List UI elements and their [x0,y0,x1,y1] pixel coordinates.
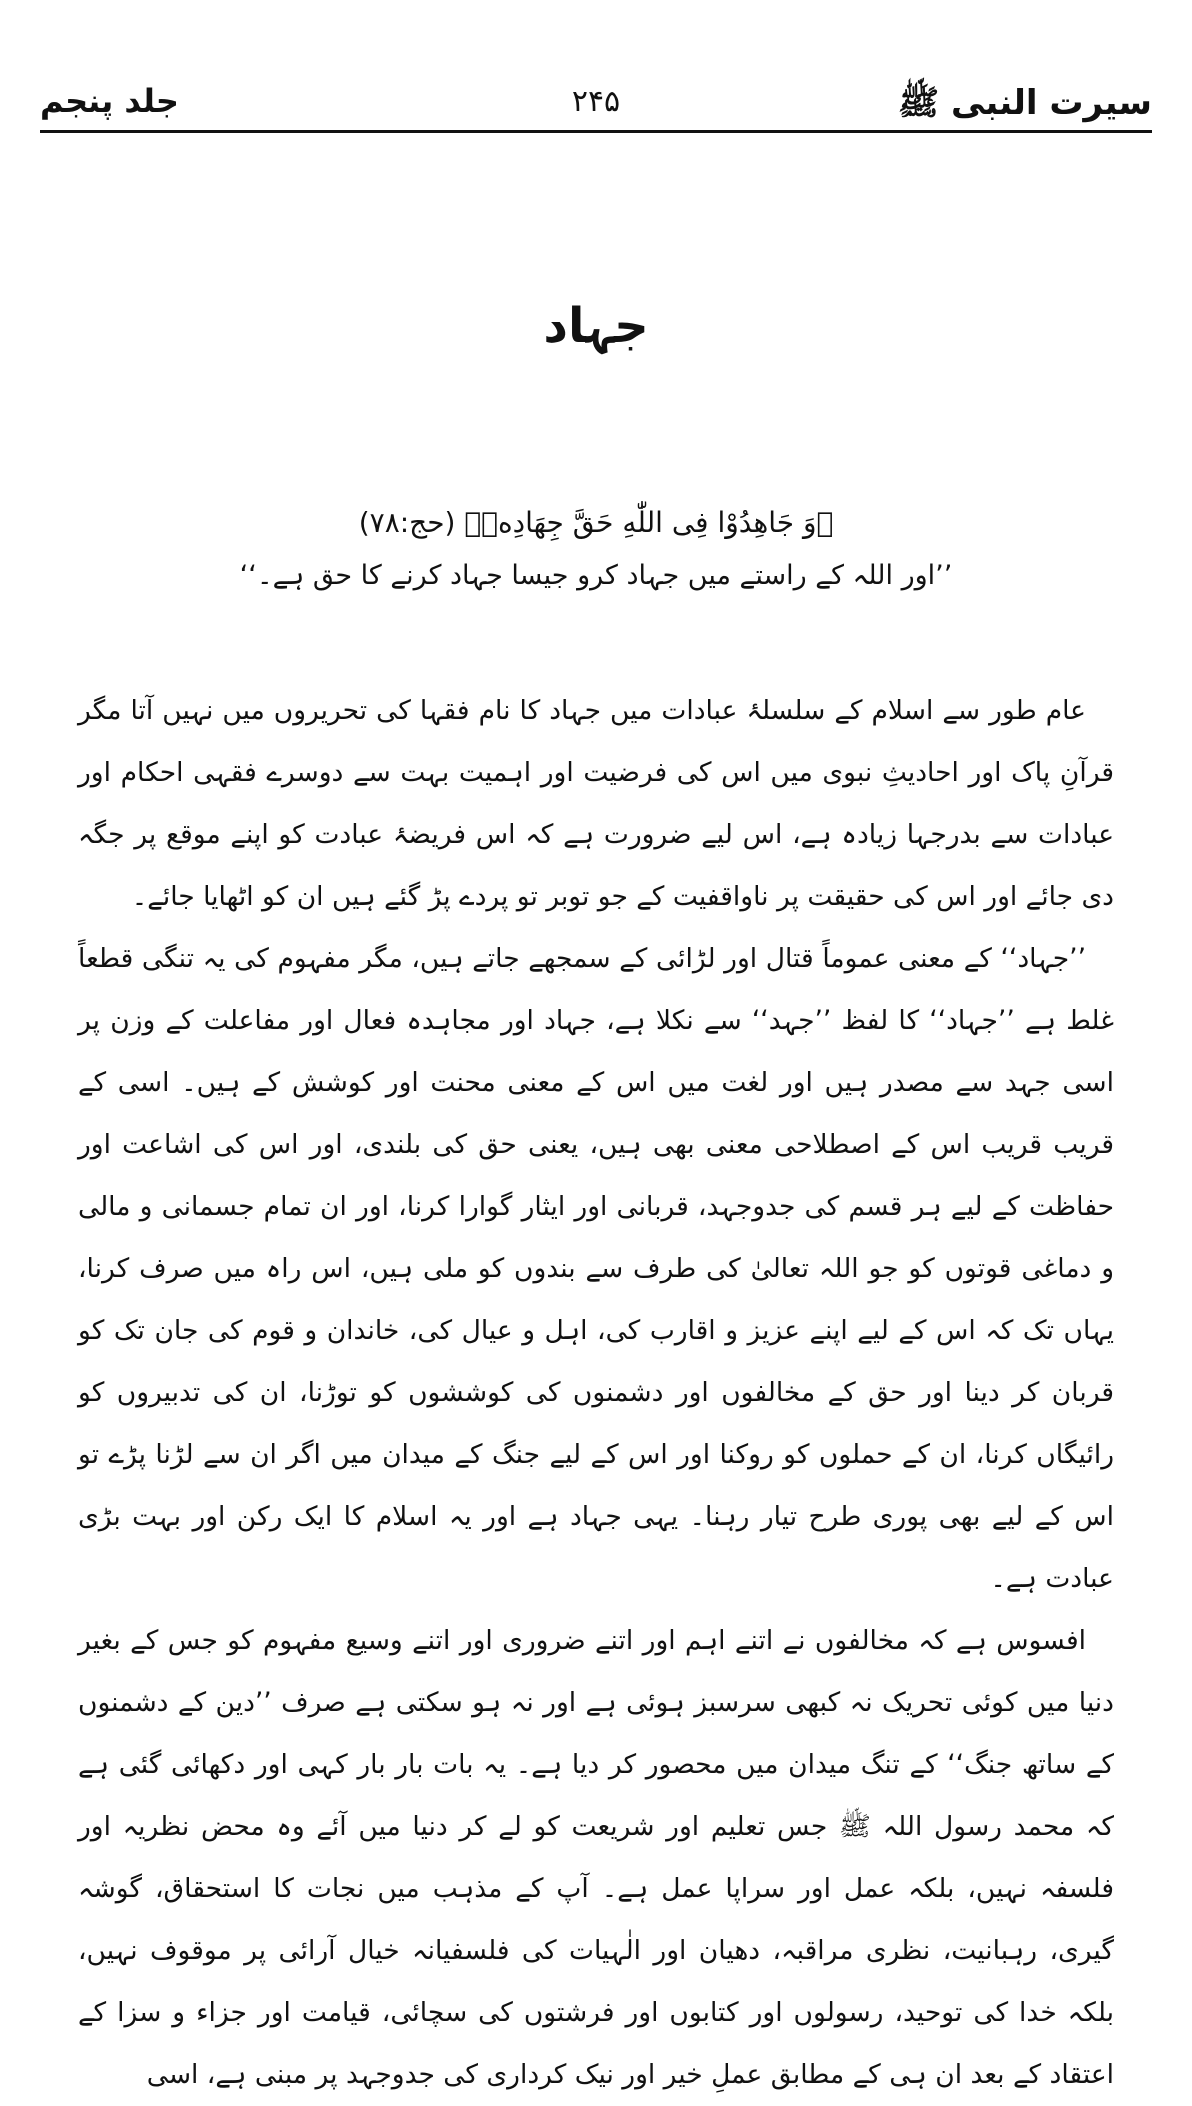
volume-label: جلد پنجم [40,82,179,120]
book-title: سیرت النبی ﷺ [898,83,1152,123]
chapter-title: جہاد [543,298,649,354]
body-text [78,680,1114,2106]
paragraph-2: ’’جہاد‘‘ کے معنی عموماً قتال اور لڑائی کے سمجھے جاتے ہیں، مگر مفہوم کی یہ تنگی قطعاً غلط ہے ’’جہاد‘‘ کا لفظ ’’جہد‘‘ سے نکلا ہے، جہاد اور مجاہدہ فعال اور مفاعلت کے وزن پر اسی جہد سے مصدر ہیں اور لغت میں اس کے معنی محنت اور کوشش کے ہیں۔ اسی کے قریب قریب اس کے اصطلاحی معنی بھی ہیں، یعنی حق کی بلندی، اور اس کی اشاعت اور حفاظت کے لیے ہر قسم کی جدوجہد، قربانی اور ایثار گوارا کرنا، اور ان تمام جسمانی و مالی و دماغی قوتوں کو جو اللہ تعالیٰ کی طرف سے بندوں کو ملی ہیں، اس راہ میں صرف کرنا، یہاں تک کہ اس کے لیے اپنے عزیز و اقارب کی، اہل و عیال کی، خاندان و قوم کی جان تک کو قربان کر دینا اور حق کے مخالفوں اور دشمنوں کی کوششوں کو توڑنا، ان کی تدبیروں کو رائیگاں کرنا، ان کے حملوں کو روکنا اور اس کے لیے جنگ کے میدان میں اگر ان سے لڑنا پڑے تو اس کے لیے بھی پوری طرح تیار رہنا۔ یہی جہاد ہے اور یہ اسلام کا ایک رکن اور بہت بڑی عبادت ہے۔ [78,943,1114,1594]
paragraph-3: افسوس ہے کہ مخالفوں نے اتنے اہم اور اتنے ضروری اور اتنے وسیع مفہوم کو جس کے بغیر دنیا میں کوئی تحریک نہ کبھی سرسبز ہوئی ہے اور نہ ہو سکتی ہے صرف ’’دین کے دشمنوں کے ساتھ جنگ‘‘ کے تنگ میدان میں محصور کر دیا ہے۔ یہ بات بار بار کہی اور دکھائی گئی ہے کہ محمد رسول اللہ ﷺ جس تعلیم اور شریعت کو لے کر دنیا میں آئے وہ محض نظریہ اور فلسفہ نہیں، بلکہ عمل اور سراپا عمل ہے۔ آپ کے مذہب میں نجات کا استحقاق، گوشہ گیری، رہبانیت، نظری مراقبہ، دھیان اور الٰہیات کی فلسفیانہ خیال آرائی پر موقوف نہیں، بلکہ خدا کی توحید، رسولوں اور کتابوں اور فرشتوں کی سچائی، قیامت اور جزاء و سزا کے اعتقاد کے بعد ان ہی کے مطابق عملِ خیر اور نیک کرداری کی جدوجہد پر مبنی ہے، اسی [78,1625,1114,2090]
quran-verse: ﴿وَ جَاهِدُوْا فِی اللّٰهِ حَقَّ جِهَادِهٖ﴾ (حج:۷۸) [358,506,834,539]
paragraph-1: عام طور سے اسلام کے سلسلۂ عبادات میں جہاد کا نام فقہا کی تحریروں میں نہیں آتا مگر قرآنِ پاک اور احادیثِ نبوی میں اس کی فرضیت اور اہمیت بہت سے دوسرے فقہی احکام اور عبادات سے بدرجہا زیادہ ہے، اس لیے ضرورت ہے کہ اس فریضۂ عبادت کو اپنے موقع پر جگہ دی جائے اور اس کی حقیقت پر ناواقفیت کے جو توبر تو پردے پڑ گئے ہیں ان کو اٹھایا جائے۔ [78,695,1114,912]
verse-translation: ’’اور اللہ کے راستے میں جہاد کرو جیسا جہاد کرنے کا حق ہے۔‘‘ [239,560,953,591]
page-header [40,78,1152,133]
page-number: ۲۴۵ [571,84,621,119]
